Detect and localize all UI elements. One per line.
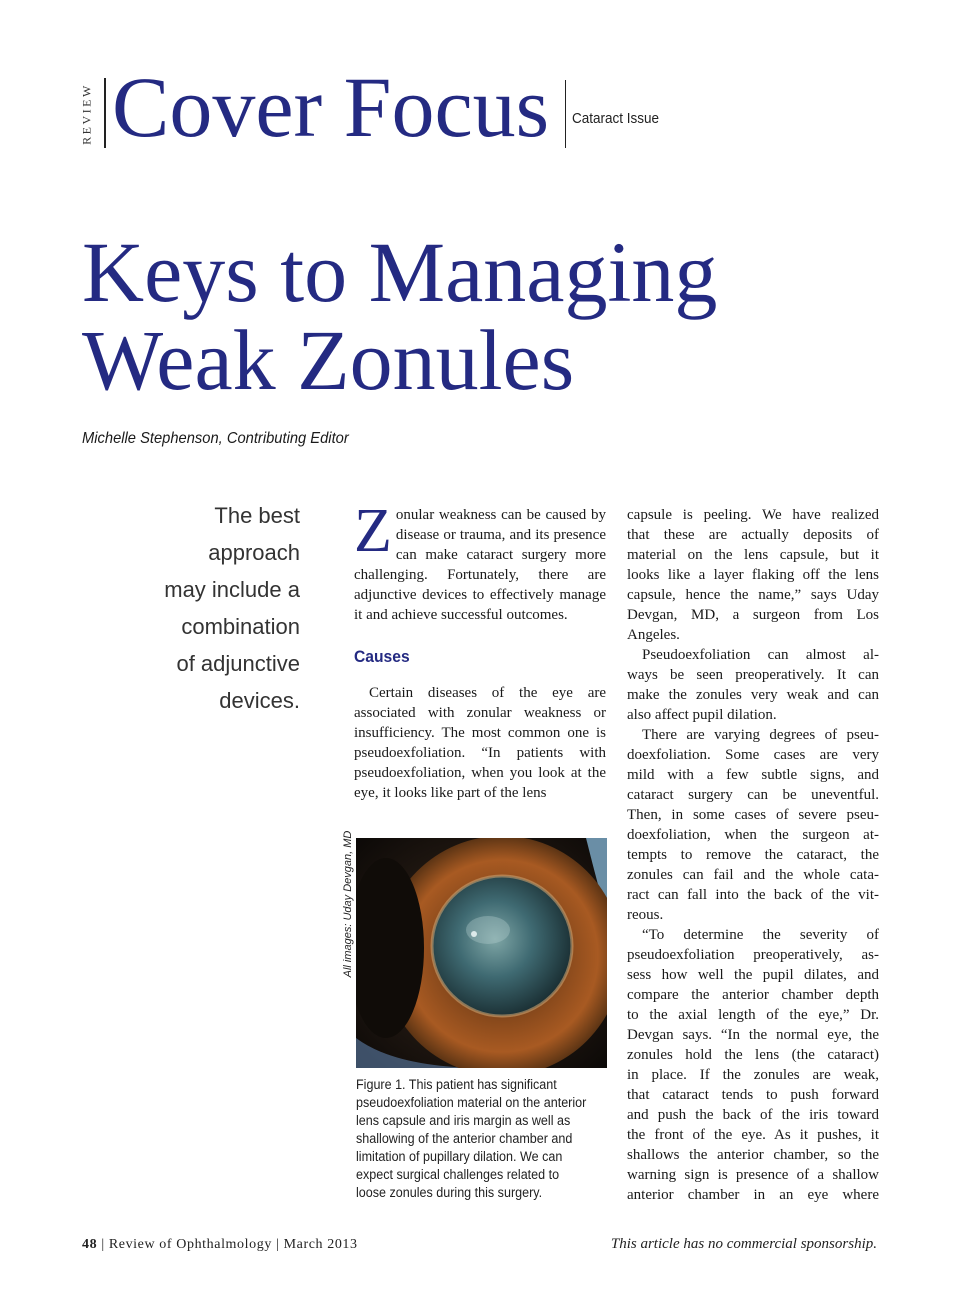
header-rule-left — [104, 78, 106, 148]
text-line: Then, in some cases of severe pseu- — [627, 807, 879, 823]
article-headline — [82, 224, 882, 408]
text-line: make the zonules very weak and can — [627, 687, 879, 703]
text-line: cataract surgery can be uneventful. — [627, 787, 879, 803]
text-line: looks like a layer flaking off the lens — [627, 567, 879, 583]
body-column-2 — [627, 505, 879, 1205]
footer-separator: | — [101, 1237, 105, 1252]
photo-credit-text: All images: Uday Devgan, MD — [342, 830, 354, 978]
body-column-1 — [354, 497, 606, 803]
intro-paragraph — [354, 497, 606, 625]
page-number: 48 — [82, 1237, 98, 1252]
headline-line-1: Keys to Managing — [82, 224, 718, 320]
text-line: tempts to remove the cataract, the — [627, 847, 879, 863]
text-line: ways be seen preoperatively. It can — [627, 667, 879, 683]
text-line: and push the back of the iris toward — [627, 1107, 879, 1123]
issue-date: March 2013 — [283, 1237, 358, 1252]
text-line: ract can fall into the back of the vit- — [627, 887, 879, 903]
text-line: Pseudoexfoliation can almost al- — [642, 647, 879, 663]
photo-credit — [339, 830, 357, 978]
text-line: in place. If the zonules are weak, — [627, 1067, 879, 1083]
intro-text: onular weakness can be caused by disease or trauma, and its presence can make cataract surgery more challenging. Fortunately, there are adjunctive devices to effectively manage it and achieve successful outcomes. — [354, 507, 606, 623]
drop-cap: Z — [354, 497, 392, 565]
text-line: also affect pupil dilation. — [627, 707, 777, 723]
issue-label: Cataract Issue — [572, 110, 660, 127]
pull-quote-line: of adjunctive — [176, 651, 300, 676]
text-line: doexfoliation, when the surgeon at- — [627, 827, 879, 843]
text-line: mild with a few subtle signs, and — [627, 767, 879, 783]
pull-quote — [140, 497, 300, 719]
journal-name: Review of Ophthalmology — [108, 1237, 272, 1252]
pull-quote-line: approach — [208, 540, 300, 565]
byline: Michelle Stephenson, Contributing Editor — [82, 430, 349, 447]
body-paragraph: Certain diseases of the eye are associated with zonular weakness or insufficiency. The most common one is pseudoexfoliation. “In patients with pseudoexfoliation, when you look at the eye, it looks like part of the lens — [354, 685, 606, 801]
section-label-vertical — [78, 80, 96, 148]
text-line: pseudoexfoliation preoperatively, as- — [627, 947, 879, 963]
text-line: Angeles. — [627, 627, 680, 643]
text-line: the front of the eye. As it pushes, it — [627, 1127, 879, 1143]
page-footer-left — [82, 1237, 358, 1253]
text-line: anterior chamber in an eye where — [627, 1187, 879, 1203]
text-line: reous. — [627, 907, 664, 923]
header-rule-right — [565, 80, 566, 148]
eye-photo — [356, 838, 607, 1068]
text-line: compare the anterior chamber depth — [627, 987, 879, 1003]
subhead-causes: Causes — [354, 647, 410, 666]
pull-quote-line: devices. — [219, 688, 300, 713]
text-line: sess how well the pupil dilates, and — [627, 967, 879, 983]
section-title: Cover Focus — [112, 59, 550, 155]
pull-quote-line: combination — [181, 614, 300, 639]
eye-illustration — [356, 838, 607, 1068]
text-line: zonules hold the lens (the cataract) — [627, 1047, 879, 1063]
pull-quote-line: may include a — [164, 577, 300, 602]
text-line: shallows the anterior chamber, so the — [627, 1147, 879, 1163]
text-line: doexfoliation. Some cases are very — [627, 747, 879, 763]
text-line: Devgan says. “In the normal eye, the — [627, 1027, 879, 1043]
section-label-text: REVIEW — [79, 83, 94, 145]
text-line: capsule, hence the name,” says Uday — [627, 587, 879, 603]
text-line: to the axial length of the eye,” Dr. — [627, 1007, 879, 1023]
pull-quote-line: The best — [214, 503, 300, 528]
text-line: There are varying degrees of pseu- — [642, 727, 879, 743]
footer-separator: | — [276, 1237, 280, 1252]
text-line: that these are actually deposits of — [627, 527, 879, 543]
sponsorship-disclaimer: This article has no commercial sponsorship. — [610, 1236, 877, 1252]
text-line: Devgan, MD, a surgeon from Los — [627, 607, 879, 623]
headline-line-2: Weak Zonules — [82, 312, 575, 408]
text-line: that cataract tends to push forward — [627, 1087, 879, 1103]
text-line: warning sign is presence of a shallow — [627, 1167, 879, 1183]
text-line: zonules can fail and the whole cata- — [627, 867, 879, 883]
text-line: material on the lens capsule, but it — [627, 547, 879, 563]
text-line: “To determine the severity of — [642, 927, 879, 943]
text-line: capsule is peeling. We have realized — [627, 507, 879, 523]
figure-caption: Figure 1. This patient has significant pseudoexfoliation material on the anterior lens capsule and iris margin as well as shallowing of the anterior chamber and limitation of pupillary dilation. We can expect surgical challenges related to loose zonules during this surgery. — [356, 1077, 587, 1200]
